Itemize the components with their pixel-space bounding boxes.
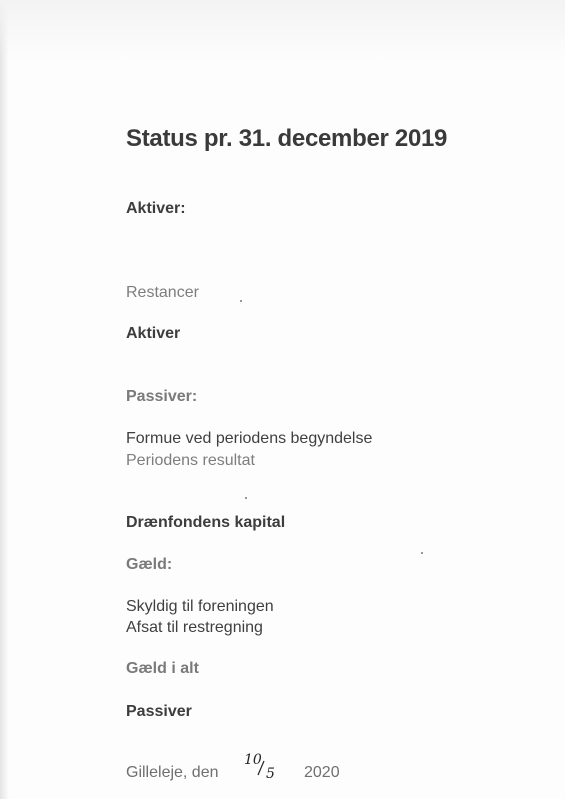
handwritten-day: 10 — [244, 752, 262, 768]
period-result-label: Periodens resultat — [126, 452, 255, 469]
page-top-shade — [0, 0, 565, 60]
place-date-prefix: Gilleleje, den — [126, 764, 219, 781]
assets-total-label: Aktiver — [126, 325, 181, 342]
debt-heading: Gæld: — [126, 556, 173, 573]
liabilities-heading: Passiver: — [126, 388, 198, 405]
signature-year: 2020 — [304, 764, 340, 781]
assets-heading: Aktiver: — [126, 200, 186, 217]
signature-date-line — [126, 752, 386, 790]
scan-speck — [240, 300, 242, 302]
liabilities-total-label: Passiver — [126, 703, 192, 720]
debt-total-label: Gæld i alt — [126, 660, 199, 677]
scan-speck — [421, 552, 423, 554]
audit-reserve-label: Afsat til restregning — [126, 619, 263, 636]
page-edge-shadow — [0, 0, 9, 799]
owed-to-association-label: Skyldig til foreningen — [126, 598, 274, 615]
handwritten-month: 5 — [266, 766, 275, 782]
scan-speck — [245, 497, 247, 499]
document-title: Status pr. 31. december 2019 — [126, 125, 448, 152]
fund-capital-label: Drænfondens kapital — [126, 514, 286, 531]
restancer-label: Restancer — [126, 284, 199, 301]
handwritten-date — [236, 748, 286, 784]
equity-opening-label: Formue ved periodens begyndelse — [126, 430, 373, 447]
